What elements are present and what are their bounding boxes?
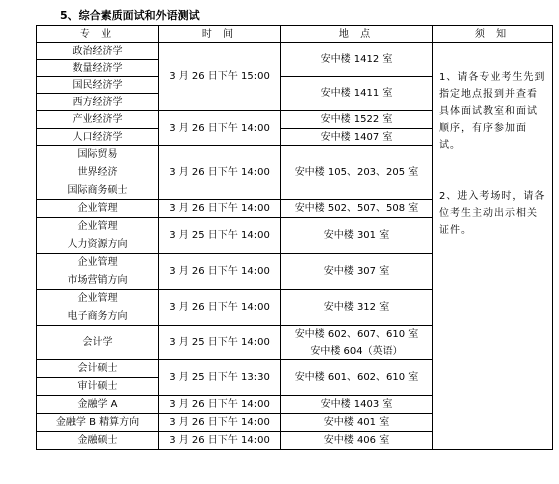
location-cell: 安中楼 312 室 <box>281 290 433 326</box>
location-cell: 安中楼 307 室 <box>281 254 433 290</box>
major-cell: 金融学 B 精算方向 <box>37 414 159 432</box>
major-cell: 会计学 <box>37 326 159 360</box>
major-cell: 金融学 A <box>37 396 159 414</box>
note-2: 2、进入考场时，请各位考生主动出示相关证件。 <box>439 191 546 236</box>
header-notes: 须 知 <box>433 26 553 43</box>
time-cell: 3 月 26 日下午 14:00 <box>159 396 281 414</box>
location-cell: 安中楼 1407 室 <box>281 129 433 146</box>
location-cell: 安中楼 301 室 <box>281 218 433 254</box>
time-cell: 3 月 26 日下午 14:00 <box>159 432 281 450</box>
time-cell: 3 月 26 日下午 15:00 <box>159 43 281 111</box>
interview-schedule-table <box>36 25 553 450</box>
notes-cell <box>433 43 553 450</box>
location-cell: 安中楼 601、602、610 室 <box>281 360 433 396</box>
header-major: 专 业 <box>37 26 159 43</box>
major-cell: 企业管理 人力资源方向 <box>37 218 159 254</box>
table-row <box>37 43 553 60</box>
time-cell: 3 月 25 日下午 14:00 <box>159 218 281 254</box>
location-cell: 安中楼 602、607、610 室 安中楼 604（英语） <box>281 326 433 360</box>
time-cell: 3 月 26 日下午 14:00 <box>159 200 281 218</box>
section-heading: 5、综合素质面试和外语测试 <box>60 9 200 22</box>
header-time: 时 间 <box>159 26 281 43</box>
time-cell: 3 月 25 日下午 14:00 <box>159 326 281 360</box>
location-cell: 安中楼 1403 室 <box>281 396 433 414</box>
location-cell: 安中楼 1522 室 <box>281 111 433 129</box>
major-cell: 金融硕士 <box>37 432 159 450</box>
major-cell: 人口经济学 <box>37 129 159 146</box>
major-cell: 企业管理 <box>37 200 159 218</box>
major-cell: 产业经济学 <box>37 111 159 129</box>
location-cell: 安中楼 401 室 <box>281 414 433 432</box>
location-cell: 安中楼 406 室 <box>281 432 433 450</box>
major-cell: 数量经济学 <box>37 60 159 77</box>
major-cell: 国民经济学 <box>37 77 159 94</box>
location-cell: 安中楼 1412 室 <box>281 43 433 77</box>
major-cell: 国际贸易 世界经济 国际商务硕士 <box>37 146 159 200</box>
major-cell: 政治经济学 <box>37 43 159 60</box>
major-cell: 审计硕士 <box>37 378 159 396</box>
time-cell: 3 月 26 日下午 14:00 <box>159 111 281 146</box>
time-cell: 3 月 25 日下午 13:30 <box>159 360 281 396</box>
table-header-row <box>37 26 553 43</box>
time-cell: 3 月 26 日下午 14:00 <box>159 290 281 326</box>
header-location: 地 点 <box>281 26 433 43</box>
time-cell: 3 月 26 日下午 14:00 <box>159 254 281 290</box>
note-1: 1、请各专业考生先到指定地点报到并查看具体面试教室和面试顺序，有序参加面试。 <box>439 72 546 151</box>
location-cell: 安中楼 105、203、205 室 <box>281 146 433 200</box>
time-cell: 3 月 26 日下午 14:00 <box>159 414 281 432</box>
major-cell: 西方经济学 <box>37 94 159 111</box>
major-cell: 企业管理 电子商务方向 <box>37 290 159 326</box>
location-cell: 安中楼 1411 室 <box>281 77 433 111</box>
major-cell: 企业管理 市场营销方向 <box>37 254 159 290</box>
location-cell: 安中楼 502、507、508 室 <box>281 200 433 218</box>
major-cell: 会计硕士 <box>37 360 159 378</box>
time-cell: 3 月 26 日下午 14:00 <box>159 146 281 200</box>
